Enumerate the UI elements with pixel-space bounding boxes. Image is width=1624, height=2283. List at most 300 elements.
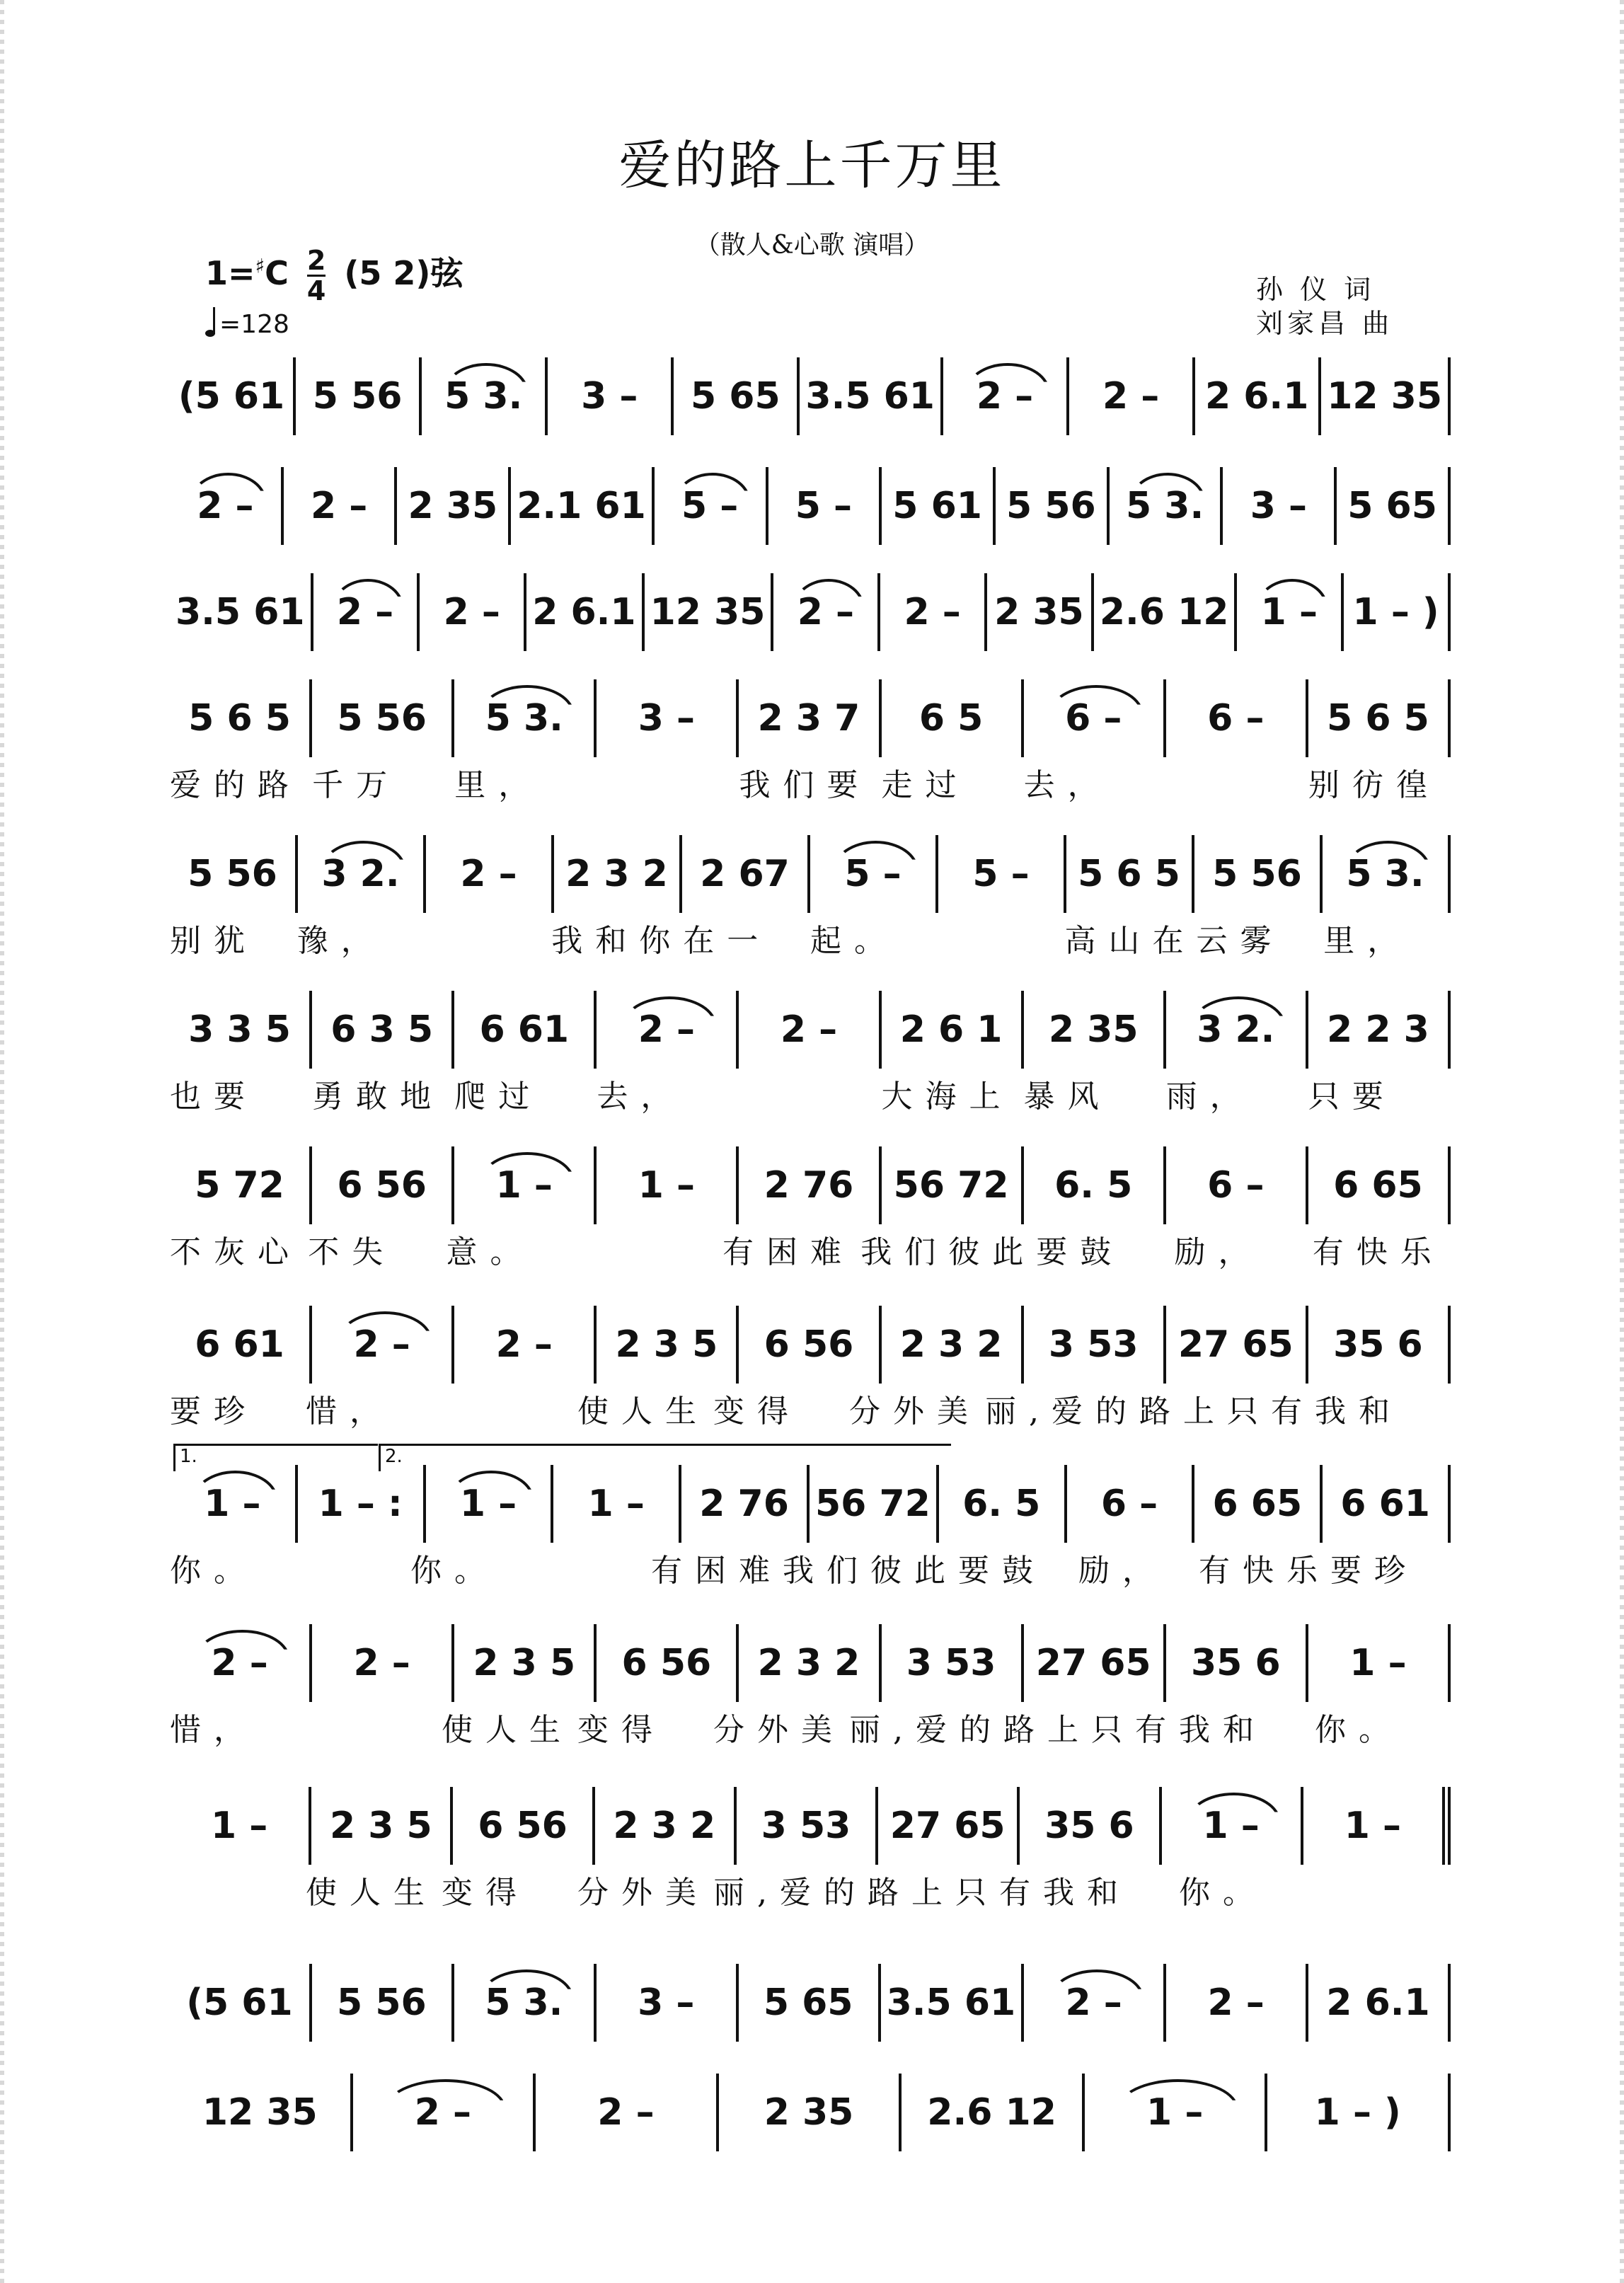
measure [295, 1465, 423, 1543]
measure [652, 467, 766, 545]
measure-notes: 5 – [681, 485, 739, 527]
measure-notes: 2 – [495, 1323, 553, 1366]
tie-arc [1256, 579, 1328, 609]
measure-notes: 6 61 [479, 1008, 570, 1051]
measure-notes: 5 65 [763, 1982, 853, 2024]
notation-row [170, 357, 1451, 435]
measure [419, 357, 545, 435]
measure-notes: 2 – [310, 485, 368, 527]
lyric-segment: 不灰心 [170, 1234, 301, 1270]
tie-arc [622, 996, 717, 1026]
lyric-segment: 我和 [1315, 1393, 1403, 1430]
measure-notes: 1 – [1260, 591, 1318, 633]
measure [1021, 1306, 1163, 1384]
measure-notes: 3.5 61 [175, 591, 305, 633]
tie-arc [321, 841, 406, 870]
measure [451, 991, 594, 1069]
measure-notes: 5 56 [1006, 485, 1096, 527]
measure [878, 1964, 1022, 2042]
measure-notes: 6 3 5 [330, 1008, 434, 1051]
lyric-segment: 你。 [1179, 1875, 1267, 1911]
measure [1320, 1465, 1451, 1543]
lyric-segment: 起。 [810, 923, 898, 959]
measure [1021, 1964, 1163, 2042]
tempo-marking [205, 310, 289, 339]
measure-notes: 2 3 2 [757, 1642, 860, 1684]
lyric-segment: 丽,爱的 [713, 1875, 868, 1911]
measure [170, 1465, 295, 1543]
measure-notes: 2 3 5 [473, 1642, 576, 1684]
measure-notes: 6 – [1065, 697, 1122, 740]
measure-notes: 5 61 [892, 485, 982, 527]
measure [1163, 1146, 1306, 1224]
lyric-segment: 勇敢地 [312, 1079, 444, 1115]
measure [1318, 357, 1451, 435]
lyric-segment: 暴风 [1023, 1079, 1112, 1115]
measure-notes: 5 3. [1125, 485, 1204, 527]
measure [736, 679, 878, 757]
measure [716, 2074, 899, 2151]
measure-notes: 6. 5 [962, 1483, 1041, 1525]
measure-notes: 1 – ) [1314, 2091, 1401, 2134]
measure [451, 1964, 594, 2042]
lyric-segment: 只要 [1308, 1079, 1396, 1115]
measure-notes: 5 6 5 [1327, 697, 1429, 740]
lyric-segment: 雨， [1165, 1079, 1254, 1115]
credits [1256, 272, 1393, 340]
lyric-segment: 爬过 [454, 1079, 543, 1115]
measure [170, 1306, 309, 1384]
measure [1306, 1306, 1451, 1384]
measure-notes: 27 65 [1035, 1642, 1151, 1684]
measure-notes: 2 6.1 [1326, 1982, 1430, 2024]
measure [1066, 357, 1192, 435]
measure [1301, 1787, 1451, 1865]
lyric-segment: 使人生 [577, 1393, 709, 1430]
measure [807, 1465, 936, 1543]
measure-notes: 2 – [211, 1642, 268, 1684]
measure-notes: 27 65 [1177, 1323, 1294, 1366]
measure-notes: 6 56 [764, 1323, 854, 1366]
tie-arc [1187, 1793, 1282, 1822]
measure [592, 1787, 734, 1865]
lyric-segment: 高山在 [1064, 923, 1197, 959]
lyric-segment: 惜， [306, 1393, 393, 1430]
measure [1334, 467, 1451, 545]
measure-notes: 2 – [197, 485, 254, 527]
lyric-segment: 也要 [170, 1079, 258, 1115]
lyric-segment: 有快乐 [1312, 1234, 1444, 1270]
score-system [170, 467, 1451, 545]
measure [1091, 573, 1235, 651]
measure-notes: 1 – ) [1352, 591, 1439, 633]
lyric-segment: 分外美 [577, 1875, 709, 1911]
tie-arc [190, 473, 266, 502]
score-system [170, 1306, 1451, 1433]
song-title: 爱的路上千万里 [618, 135, 1006, 196]
measure [170, 835, 295, 913]
tie-arc [385, 2079, 506, 2109]
measure-notes: 6 – [1207, 1164, 1265, 1207]
measure-notes: 2 3 5 [329, 1805, 432, 1847]
measure-notes: 2 – [797, 591, 854, 633]
measure [508, 467, 652, 545]
measure [879, 1146, 1021, 1224]
notation-row [170, 991, 1451, 1069]
measure [807, 835, 935, 913]
measure-notes: 1 – [204, 1483, 261, 1525]
lyric-segment: 你。 [410, 1553, 498, 1589]
measure-notes: 3 3 5 [188, 1008, 291, 1051]
measure-notes: 3 – [638, 697, 696, 740]
measure-notes: 5 56 [337, 697, 427, 740]
tie-arc [332, 579, 404, 609]
measure-notes: 3.5 61 [805, 375, 935, 418]
tie-arc [479, 1969, 574, 1999]
measure-notes: 5 6 5 [1078, 853, 1180, 895]
lyric-segment: 我和 [1043, 1875, 1131, 1911]
measure-notes: 2.6 12 [1099, 591, 1229, 633]
measure-notes: 2 3 2 [899, 1323, 1003, 1366]
measure [679, 1465, 807, 1543]
measure [879, 991, 1021, 1069]
measure-notes: 12 35 [1327, 375, 1443, 418]
measure [671, 357, 797, 435]
volta-second-ending: 2. [379, 1444, 951, 1471]
measure-notes: 5 65 [691, 375, 781, 418]
measure-notes: 27 65 [889, 1805, 1006, 1847]
measure [1064, 835, 1192, 913]
measure [736, 1624, 878, 1702]
measure [1159, 1787, 1301, 1865]
measure [1306, 991, 1451, 1069]
lyric-segment: 别彷徨 [1308, 767, 1440, 803]
notation-row [170, 1787, 1451, 1865]
measure [1163, 679, 1306, 757]
lyric-segment: 你。 [1315, 1712, 1403, 1748]
measure [170, 991, 309, 1069]
measure-notes: 12 35 [202, 2091, 318, 2134]
measure-notes: 5 56 [337, 1982, 427, 2024]
measure-notes: 12 35 [650, 591, 766, 633]
measure [1192, 835, 1320, 913]
page-edge-left [0, 0, 4, 2283]
measure [936, 1465, 1064, 1543]
measure [170, 573, 311, 651]
measure [450, 1787, 592, 1865]
measure-notes: 1 – [1344, 1805, 1401, 1847]
tie-arc [833, 841, 918, 870]
measure [170, 467, 281, 545]
measure-notes: 2 3 2 [613, 1805, 716, 1847]
key-note: C [265, 254, 289, 292]
measure [170, 357, 293, 435]
lyric-segment: 路上只有 [1139, 1393, 1315, 1430]
notation-row [170, 1624, 1451, 1702]
lyric-segment: 豫， [296, 923, 385, 959]
tie-arc [444, 363, 528, 393]
measure [423, 1465, 551, 1543]
notation-row [170, 1964, 1451, 2042]
measure [170, 1624, 309, 1702]
measure [1192, 1465, 1320, 1543]
score-system [170, 1146, 1451, 1274]
measure [1306, 1146, 1451, 1224]
measure-notes: 6 5 [918, 697, 984, 740]
measure-notes: 1 – [495, 1164, 553, 1207]
measure [879, 679, 1021, 757]
time-top: 2 [306, 245, 326, 276]
time-bottom: 4 [306, 275, 326, 306]
measure [551, 835, 679, 913]
lyric-segment: 丽,爱的 [985, 1393, 1139, 1430]
measure [594, 1624, 736, 1702]
measure [1163, 1306, 1306, 1384]
measure-notes: 2 – [1065, 1982, 1122, 2024]
measure-notes: 2 – [638, 1008, 696, 1051]
measure-notes: 5 3. [1346, 853, 1424, 895]
measure-notes: 2 – [597, 2091, 655, 2134]
measure [993, 467, 1107, 545]
measure-notes: 1 – : [318, 1483, 403, 1525]
measure-notes: 2 – [443, 591, 500, 633]
lyric-segment: 使人生 [442, 1712, 573, 1748]
measure [545, 357, 671, 435]
lyric-segment: 有快乐 [1199, 1553, 1330, 1589]
lyric-row [170, 757, 1451, 807]
lyric-row [170, 1384, 1451, 1433]
tie-arc [674, 473, 751, 502]
score-system [170, 679, 1451, 807]
measure [170, 1787, 309, 1865]
measure-notes: 2 – [336, 591, 394, 633]
lyric-segment: 惜， [170, 1712, 258, 1748]
measure-notes: 3 2. [1197, 1008, 1275, 1051]
measure [1234, 573, 1341, 651]
measure [533, 2074, 716, 2151]
score-system [170, 1787, 1451, 1914]
measure [170, 2074, 350, 2151]
measure [984, 573, 1091, 651]
lyric-segment: 路上只有 [868, 1875, 1043, 1911]
lyric-segment: 云雾 [1196, 923, 1284, 959]
measure [1064, 1465, 1192, 1543]
measure [417, 573, 524, 651]
lyric-segment: 丽,爱的 [849, 1712, 1003, 1748]
measure-notes: 6 – [1100, 1483, 1158, 1525]
tie-arc [338, 1311, 432, 1341]
page-edge-right [1620, 0, 1624, 2283]
measure [879, 1306, 1021, 1384]
tie-arc [965, 363, 1049, 393]
notation-row [170, 835, 1451, 913]
measure [1163, 1964, 1306, 2042]
measure [311, 573, 417, 651]
tie-arc [1129, 473, 1206, 502]
lyric-segment: 去， [1023, 767, 1112, 803]
measure-notes: 6 56 [621, 1642, 712, 1684]
measure [394, 467, 508, 545]
lyric-segment: 我们要 [739, 767, 871, 803]
measure [309, 1964, 451, 2042]
measure [451, 1146, 594, 1224]
measure [1306, 1624, 1451, 1702]
lyric-segment: 去， [597, 1079, 685, 1115]
lyric-row [170, 913, 1451, 962]
lyric-segment: 要鼓 [958, 1553, 1046, 1589]
measure-notes: 6 65 [1212, 1483, 1303, 1525]
lyricist: 孙 仪 词 [1256, 274, 1376, 305]
measure-notes: (5 61 [186, 1982, 293, 2024]
measure-notes: 5 – [972, 853, 1030, 895]
measure [1163, 991, 1306, 1069]
measure-notes: 6. 5 [1054, 1164, 1133, 1207]
lyric-segment: 我们彼此 [783, 1553, 958, 1589]
measure-notes: 2.6 12 [927, 2091, 1056, 2134]
tie-arc [1345, 841, 1431, 870]
measure-notes: 3 53 [1048, 1323, 1139, 1366]
lyric-segment: 变得 [577, 1712, 665, 1748]
measure-notes: 2 – [904, 591, 961, 633]
measure [736, 1964, 878, 2042]
measure [594, 679, 736, 757]
measure-notes: 2 35 [764, 2091, 854, 2134]
measure [766, 467, 880, 545]
lyric-segment: 励， [1174, 1234, 1262, 1270]
measure [594, 991, 736, 1069]
measure [451, 1624, 594, 1702]
lyric-segment: 意。 [446, 1234, 534, 1270]
lyric-row [170, 1069, 1451, 1118]
measure [1017, 1787, 1158, 1865]
tie-arc [1117, 2079, 1238, 2109]
measure-notes: 3 – [581, 375, 638, 418]
score-system [170, 573, 1451, 651]
composer: 刘家昌 曲 [1256, 308, 1394, 339]
measure-notes: 1 – [210, 1805, 268, 1847]
measure [170, 1146, 309, 1224]
lyric-segment: 变得 [442, 1875, 529, 1911]
lyric-segment: 不失 [308, 1234, 396, 1270]
measure [736, 991, 878, 1069]
measure-notes: 3 53 [906, 1642, 996, 1684]
measure [594, 1146, 736, 1224]
notation-row [170, 573, 1451, 651]
measure-notes: 6 56 [337, 1164, 427, 1207]
measure-notes: 35 6 [1044, 1805, 1134, 1847]
measure-notes: 2 67 [700, 853, 790, 895]
measure-notes: 2 – [414, 2091, 472, 2134]
quarter-note-icon [205, 330, 215, 337]
measure-notes: 2 35 [408, 485, 498, 527]
measure-notes: 5 3. [485, 697, 563, 740]
score-system [170, 2074, 1451, 2151]
lyric-row [170, 1702, 1451, 1752]
tie-arc [1049, 1969, 1144, 1999]
key-signature [205, 246, 463, 305]
measure [309, 1624, 451, 1702]
lyric-row [170, 1543, 1451, 1592]
measure-notes: 6 61 [195, 1323, 284, 1366]
measure [1021, 991, 1163, 1069]
score-system [170, 835, 1451, 962]
measure-notes: 2 6.1 [532, 591, 636, 633]
measure [1082, 2074, 1265, 2151]
measure [1220, 467, 1334, 545]
notation-row [170, 1146, 1451, 1224]
measure [309, 1787, 450, 1865]
measure-notes: 5 56 [312, 375, 403, 418]
measure-notes: 2 3 5 [615, 1323, 718, 1366]
measure-notes: 2 – [1207, 1982, 1265, 2024]
tie-arc [192, 1471, 278, 1500]
measure [642, 573, 771, 651]
measure-notes: (5 61 [178, 375, 285, 418]
lyric-segment: 走过 [881, 767, 969, 803]
measure [679, 835, 807, 913]
measure-notes: 6 56 [478, 1805, 568, 1847]
measure-notes: 5 72 [195, 1164, 284, 1207]
measure-notes: 5 65 [1347, 485, 1437, 527]
lyric-segment: 分外美 [713, 1712, 845, 1748]
lyric-segment: 有困难 [722, 1234, 854, 1270]
measure [1163, 1624, 1306, 1702]
measure-notes: 2 35 [1048, 1008, 1139, 1051]
measure-notes: 2 – [353, 1323, 410, 1366]
measure-notes: 5 56 [1212, 853, 1302, 895]
lyric-segment: 分外美 [849, 1393, 981, 1430]
measure-notes: 5 – [795, 485, 853, 527]
measure [1306, 1964, 1451, 2042]
measure-notes: 1 – [459, 1483, 517, 1525]
measure [1341, 573, 1451, 651]
measure-notes: 56 72 [814, 1483, 931, 1525]
lyric-segment: 爱的路 [170, 767, 301, 803]
score-system [170, 1465, 1451, 1592]
measure [734, 1787, 875, 1865]
measure [451, 1306, 594, 1384]
lyric-segment: 要珍 [1330, 1553, 1418, 1589]
lyric-segment: 要鼓 [1036, 1234, 1124, 1270]
measure-notes: 3.5 61 [886, 1982, 1016, 2024]
lyric-segment: 别犹 [170, 923, 258, 959]
measure [1021, 1624, 1163, 1702]
lyric-segment: 我和 [1179, 1712, 1267, 1748]
measure-notes: 2 76 [699, 1483, 789, 1525]
score-system [170, 1624, 1451, 1752]
measure [293, 357, 419, 435]
notation-row [170, 1306, 1451, 1384]
measure [423, 835, 551, 913]
lyric-segment: 要珍 [170, 1393, 258, 1430]
score-system [170, 991, 1451, 1118]
measure [736, 1146, 878, 1224]
score-system [170, 357, 1451, 435]
measure-notes: 2 3 7 [757, 697, 860, 740]
score-system [170, 1964, 1451, 2042]
lyric-row [170, 1865, 1451, 1914]
measure-notes: 6 65 [1333, 1164, 1423, 1207]
measure [309, 679, 451, 757]
measure-notes: 3 2. [321, 853, 400, 895]
measure-notes: 2 35 [994, 591, 1084, 633]
measure [899, 2074, 1082, 2151]
measure-notes: 2 76 [764, 1164, 854, 1207]
measure-notes: 2 6.1 [1204, 375, 1309, 418]
measure [877, 573, 984, 651]
volta-first-ending: 1. [173, 1444, 378, 1471]
sharp-sign: ♯ [255, 254, 265, 278]
